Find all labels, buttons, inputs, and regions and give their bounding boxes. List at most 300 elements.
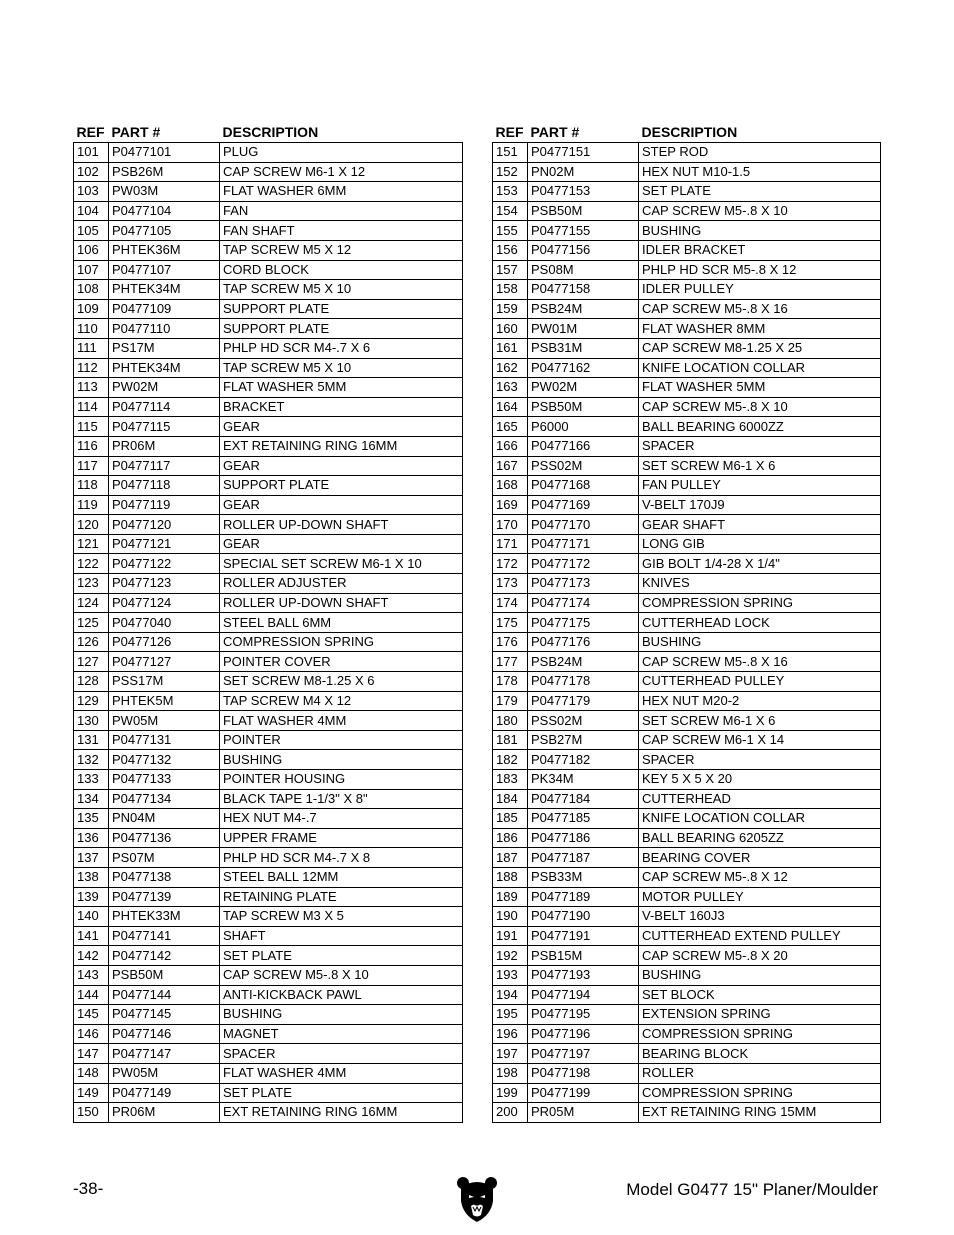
cell-description: EXT RETAINING RING 15MM — [639, 1103, 881, 1123]
table-row — [74, 1044, 463, 1064]
cell-description: SUPPORT PLATE — [220, 319, 463, 339]
header-ref: REF — [76, 124, 105, 140]
cell-description: KNIVES — [639, 574, 881, 594]
cell-part-number: P0477144 — [109, 985, 220, 1005]
cell-part-number: PW03M — [109, 182, 220, 202]
table-row — [493, 828, 881, 848]
table-row — [493, 789, 881, 809]
table-row — [493, 495, 881, 515]
cell-ref: 148 — [74, 1063, 109, 1083]
table-row — [493, 867, 881, 887]
cell-part-number: P0477105 — [109, 221, 220, 241]
cell-part-number: P0477104 — [109, 201, 220, 221]
cell-part-number: P0477166 — [528, 436, 639, 456]
cell-description: TAP SCREW M5 X 10 — [220, 358, 463, 378]
cell-part-number: P0477175 — [528, 613, 639, 633]
cell-description: CAP SCREW M5-.8 X 12 — [639, 867, 881, 887]
cell-description: HEX NUT M4-.7 — [220, 809, 463, 829]
table-row — [493, 476, 881, 496]
cell-description: CUTTERHEAD — [639, 789, 881, 809]
cell-ref: 126 — [74, 632, 109, 652]
cell-ref: 104 — [74, 201, 109, 221]
table-row — [74, 280, 463, 300]
cell-part-number: PSB26M — [109, 162, 220, 182]
table-row — [74, 476, 463, 496]
cell-description: SPECIAL SET SCREW M6-1 X 10 — [220, 554, 463, 574]
cell-part-number: P0477196 — [528, 1024, 639, 1044]
cell-description: BUSHING — [639, 632, 881, 652]
cell-description: IDLER PULLEY — [639, 280, 881, 300]
cell-ref: 162 — [493, 358, 528, 378]
table-row — [74, 378, 463, 398]
cell-description: CAP SCREW M5-.8 X 20 — [639, 946, 881, 966]
cell-ref: 124 — [74, 593, 109, 613]
cell-description: BUSHING — [220, 750, 463, 770]
cell-ref: 191 — [493, 926, 528, 946]
cell-part-number: P0477189 — [528, 887, 639, 907]
cell-description: CAP SCREW M5-.8 X 10 — [639, 397, 881, 417]
cell-part-number: PHTEK36M — [109, 240, 220, 260]
table-row — [493, 280, 881, 300]
table-row — [74, 358, 463, 378]
cell-part-number: P0477110 — [109, 319, 220, 339]
cell-part-number: PR05M — [528, 1103, 639, 1123]
cell-ref: 195 — [493, 1005, 528, 1025]
cell-part-number: P0477199 — [528, 1083, 639, 1103]
table-row — [74, 495, 463, 515]
cell-description: COMPRESSION SPRING — [639, 1083, 881, 1103]
cell-ref: 147 — [74, 1044, 109, 1064]
cell-ref: 101 — [74, 143, 109, 163]
page-number: -38- — [73, 1179, 104, 1198]
table-row — [493, 946, 881, 966]
table-row — [74, 848, 463, 868]
cell-part-number: P0477198 — [528, 1063, 639, 1083]
cell-ref: 160 — [493, 319, 528, 339]
cell-part-number: PHTEK34M — [109, 280, 220, 300]
table-row — [74, 613, 463, 633]
cell-ref: 174 — [493, 593, 528, 613]
cell-part-number: PHTEK33M — [109, 907, 220, 927]
cell-part-number: PSS02M — [528, 711, 639, 731]
cell-ref: 154 — [493, 201, 528, 221]
cell-ref: 197 — [493, 1044, 528, 1064]
table-row — [493, 672, 881, 692]
cell-description: LONG GIB — [639, 534, 881, 554]
table-row — [74, 946, 463, 966]
cell-description: GEAR — [220, 534, 463, 554]
cell-description: ROLLER UP-DOWN SHAFT — [220, 593, 463, 613]
cell-ref: 123 — [74, 574, 109, 594]
cell-description: COMPRESSION SPRING — [220, 632, 463, 652]
table-row — [74, 867, 463, 887]
cell-part-number: P0477197 — [528, 1044, 639, 1064]
cell-ref: 155 — [493, 221, 528, 241]
cell-ref: 152 — [493, 162, 528, 182]
cell-part-number: PK34M — [528, 770, 639, 790]
cell-ref: 106 — [74, 240, 109, 260]
cell-part-number: PW02M — [528, 378, 639, 398]
cell-ref: 119 — [74, 495, 109, 515]
cell-ref: 172 — [493, 554, 528, 574]
cell-description: V-BELT 160J3 — [639, 907, 881, 927]
cell-part-number: P0477182 — [528, 750, 639, 770]
cell-part-number: P0477151 — [528, 143, 639, 163]
cell-ref: 181 — [493, 730, 528, 750]
table-row — [74, 299, 463, 319]
cell-part-number: PHTEK5M — [109, 691, 220, 711]
cell-part-number: P0477136 — [109, 828, 220, 848]
cell-ref: 143 — [74, 965, 109, 985]
cell-description: BEARING BLOCK — [639, 1044, 881, 1064]
cell-ref: 103 — [74, 182, 109, 202]
table-row — [493, 750, 881, 770]
cell-part-number: PSB24M — [528, 652, 639, 672]
table-row — [493, 965, 881, 985]
cell-description: RETAINING PLATE — [220, 887, 463, 907]
cell-ref: 115 — [74, 417, 109, 437]
cell-part-number: P0477123 — [109, 574, 220, 594]
cell-ref: 184 — [493, 789, 528, 809]
cell-description: UPPER FRAME — [220, 828, 463, 848]
cell-description: ROLLER ADJUSTER — [220, 574, 463, 594]
table-row — [493, 848, 881, 868]
cell-part-number: PW02M — [109, 378, 220, 398]
header-description: DESCRIPTION — [641, 124, 738, 140]
cell-part-number: P0477193 — [528, 965, 639, 985]
cell-ref: 182 — [493, 750, 528, 770]
cell-ref: 149 — [74, 1083, 109, 1103]
cell-part-number: P0477133 — [109, 770, 220, 790]
cell-description: EXT RETAINING RING 16MM — [220, 436, 463, 456]
cell-ref: 200 — [493, 1103, 528, 1123]
cell-part-number: P0477101 — [109, 143, 220, 163]
cell-part-number: PS08M — [528, 260, 639, 280]
table-row — [74, 965, 463, 985]
cell-description: BRACKET — [220, 397, 463, 417]
cell-ref: 121 — [74, 534, 109, 554]
table-row — [493, 926, 881, 946]
cell-ref: 137 — [74, 848, 109, 868]
table-row — [493, 378, 881, 398]
cell-part-number: P0477121 — [109, 534, 220, 554]
cell-description: MAGNET — [220, 1024, 463, 1044]
cell-ref: 105 — [74, 221, 109, 241]
cell-description: SPACER — [639, 436, 881, 456]
cell-ref: 178 — [493, 672, 528, 692]
cell-description: FLAT WASHER 4MM — [220, 1063, 463, 1083]
table-row — [493, 397, 881, 417]
table-row — [493, 985, 881, 1005]
table-row — [74, 240, 463, 260]
cell-description: POINTER — [220, 730, 463, 750]
cell-ref: 187 — [493, 848, 528, 868]
cell-ref: 180 — [493, 711, 528, 731]
cell-part-number: P0477139 — [109, 887, 220, 907]
cell-description: STEP ROD — [639, 143, 881, 163]
cell-ref: 189 — [493, 887, 528, 907]
cell-description: PLUG — [220, 143, 463, 163]
cell-ref: 156 — [493, 240, 528, 260]
table-row — [74, 985, 463, 1005]
table-row — [74, 652, 463, 672]
table-row — [74, 338, 463, 358]
cell-ref: 131 — [74, 730, 109, 750]
cell-part-number: P0477178 — [528, 672, 639, 692]
cell-ref: 109 — [74, 299, 109, 319]
cell-description: SET SCREW M6-1 X 6 — [639, 456, 881, 476]
table-row — [493, 143, 881, 163]
cell-part-number: P0477146 — [109, 1024, 220, 1044]
cell-ref: 196 — [493, 1024, 528, 1044]
cell-ref: 145 — [74, 1005, 109, 1025]
cell-part-number: P0477169 — [528, 495, 639, 515]
cell-part-number: P0477142 — [109, 946, 220, 966]
cell-part-number: P0477173 — [528, 574, 639, 594]
cell-ref: 175 — [493, 613, 528, 633]
table-row — [74, 397, 463, 417]
cell-part-number: P0477187 — [528, 848, 639, 868]
table-row — [493, 613, 881, 633]
table-row — [74, 554, 463, 574]
cell-part-number: P0477131 — [109, 730, 220, 750]
cell-ref: 150 — [74, 1103, 109, 1123]
cell-ref: 134 — [74, 789, 109, 809]
table-row — [493, 632, 881, 652]
cell-ref: 142 — [74, 946, 109, 966]
table-row — [74, 515, 463, 535]
table-row — [493, 162, 881, 182]
cell-description: CAP SCREW M5-.8 X 10 — [639, 201, 881, 221]
cell-ref: 188 — [493, 867, 528, 887]
cell-ref: 171 — [493, 534, 528, 554]
table-row — [493, 240, 881, 260]
cell-description: SET PLATE — [639, 182, 881, 202]
cell-part-number: PSS02M — [528, 456, 639, 476]
cell-description: SET SCREW M6-1 X 6 — [639, 711, 881, 731]
table-row — [74, 1005, 463, 1025]
cell-part-number: PS07M — [109, 848, 220, 868]
table-row — [493, 1005, 881, 1025]
cell-ref: 186 — [493, 828, 528, 848]
cell-part-number: P0477185 — [528, 809, 639, 829]
table-row — [74, 750, 463, 770]
cell-part-number: PSB15M — [528, 946, 639, 966]
table-row — [493, 515, 881, 535]
header-ref: REF — [495, 124, 524, 140]
cell-ref: 130 — [74, 711, 109, 731]
cell-part-number: PSB50M — [528, 397, 639, 417]
cell-part-number: PS17M — [109, 338, 220, 358]
cell-ref: 183 — [493, 770, 528, 790]
header-part: PART # — [530, 124, 580, 140]
table-row — [74, 456, 463, 476]
cell-ref: 146 — [74, 1024, 109, 1044]
cell-description: HEX NUT M10-1.5 — [639, 162, 881, 182]
table-row — [493, 456, 881, 476]
cell-ref: 135 — [74, 809, 109, 829]
table-row — [74, 887, 463, 907]
cell-description: CUTTERHEAD EXTEND PULLEY — [639, 926, 881, 946]
cell-description: FAN PULLEY — [639, 476, 881, 496]
cell-part-number: P0477127 — [109, 652, 220, 672]
cell-part-number: P0477174 — [528, 593, 639, 613]
cell-description: GEAR SHAFT — [639, 515, 881, 535]
cell-description: STEEL BALL 12MM — [220, 867, 463, 887]
cell-part-number: P0477147 — [109, 1044, 220, 1064]
cell-part-number: P0477120 — [109, 515, 220, 535]
cell-description: COMPRESSION SPRING — [639, 1024, 881, 1044]
cell-part-number: P0477171 — [528, 534, 639, 554]
cell-part-number: PSS17M — [109, 672, 220, 692]
table-row — [74, 260, 463, 280]
cell-part-number: PW05M — [109, 1063, 220, 1083]
cell-description: GEAR — [220, 417, 463, 437]
cell-description: TAP SCREW M5 X 10 — [220, 280, 463, 300]
cell-ref: 199 — [493, 1083, 528, 1103]
cell-ref: 190 — [493, 907, 528, 927]
cell-description: EXT RETAINING RING 16MM — [220, 1103, 463, 1123]
cell-description: CAP SCREW M5-.8 X 10 — [220, 965, 463, 985]
cell-description: BUSHING — [639, 965, 881, 985]
table-row — [493, 182, 881, 202]
table-row — [74, 162, 463, 182]
cell-ref: 117 — [74, 456, 109, 476]
model-name: Model G0477 15" Planer/Moulder — [626, 1180, 878, 1199]
cell-part-number: P0477184 — [528, 789, 639, 809]
cell-part-number: P0477115 — [109, 417, 220, 437]
table-row — [74, 770, 463, 790]
table-row — [74, 828, 463, 848]
table-row — [74, 1024, 463, 1044]
cell-part-number: P0477107 — [109, 260, 220, 280]
cell-part-number: PHTEK34M — [109, 358, 220, 378]
table-header-row — [74, 122, 463, 143]
cell-description: BUSHING — [220, 1005, 463, 1025]
cell-description: FLAT WASHER 8MM — [639, 319, 881, 339]
cell-part-number: P0477153 — [528, 182, 639, 202]
table-row — [493, 691, 881, 711]
table-row — [493, 417, 881, 437]
table-row — [493, 554, 881, 574]
cell-part-number: PSB50M — [528, 201, 639, 221]
table-row — [493, 436, 881, 456]
cell-ref: 102 — [74, 162, 109, 182]
cell-ref: 110 — [74, 319, 109, 339]
cell-part-number: PN02M — [528, 162, 639, 182]
cell-part-number: P0477141 — [109, 926, 220, 946]
table-row — [74, 182, 463, 202]
table-row — [74, 730, 463, 750]
cell-part-number: P0477162 — [528, 358, 639, 378]
cell-description: CUTTERHEAD LOCK — [639, 613, 881, 633]
cell-ref: 165 — [493, 417, 528, 437]
cell-ref: 157 — [493, 260, 528, 280]
cell-part-number: P0477186 — [528, 828, 639, 848]
cell-part-number: P0477118 — [109, 476, 220, 496]
cell-description: SET SCREW M8-1.25 X 6 — [220, 672, 463, 692]
cell-ref: 185 — [493, 809, 528, 829]
cell-description: SET BLOCK — [639, 985, 881, 1005]
cell-description: SPACER — [639, 750, 881, 770]
cell-part-number: P0477170 — [528, 515, 639, 535]
table-row — [493, 201, 881, 221]
cell-ref: 129 — [74, 691, 109, 711]
cell-description: SET PLATE — [220, 1083, 463, 1103]
cell-ref: 144 — [74, 985, 109, 1005]
cell-description: PHLP HD SCR M4-.7 X 8 — [220, 848, 463, 868]
table-row — [74, 143, 463, 163]
table-row — [74, 534, 463, 554]
table-row — [493, 711, 881, 731]
cell-part-number: PR06M — [109, 1103, 220, 1123]
cell-ref: 168 — [493, 476, 528, 496]
cell-description: CAP SCREW M6-1 X 12 — [220, 162, 463, 182]
cell-ref: 113 — [74, 378, 109, 398]
cell-description: SUPPORT PLATE — [220, 299, 463, 319]
cell-part-number: P0477179 — [528, 691, 639, 711]
table-row — [74, 221, 463, 241]
cell-description: V-BELT 170J9 — [639, 495, 881, 515]
cell-ref: 179 — [493, 691, 528, 711]
cell-description: ROLLER UP-DOWN SHAFT — [220, 515, 463, 535]
cell-part-number: P0477156 — [528, 240, 639, 260]
cell-description: CAP SCREW M5-.8 X 16 — [639, 299, 881, 319]
cell-ref: 141 — [74, 926, 109, 946]
cell-ref: 167 — [493, 456, 528, 476]
cell-description: KEY 5 X 5 X 20 — [639, 770, 881, 790]
table-row — [493, 1024, 881, 1044]
cell-description: COMPRESSION SPRING — [639, 593, 881, 613]
cell-part-number: PSB24M — [528, 299, 639, 319]
table-row — [74, 711, 463, 731]
cell-description: POINTER COVER — [220, 652, 463, 672]
cell-ref: 194 — [493, 985, 528, 1005]
table-row — [74, 574, 463, 594]
cell-ref: 120 — [74, 515, 109, 535]
cell-description: SUPPORT PLATE — [220, 476, 463, 496]
cell-ref: 138 — [74, 867, 109, 887]
table-row — [493, 319, 881, 339]
table-row — [493, 358, 881, 378]
cell-part-number: PW01M — [528, 319, 639, 339]
table-row — [493, 299, 881, 319]
cell-description: ROLLER — [639, 1063, 881, 1083]
cell-description: BALL BEARING 6205ZZ — [639, 828, 881, 848]
cell-part-number: P0477122 — [109, 554, 220, 574]
cell-ref: 159 — [493, 299, 528, 319]
cell-ref: 192 — [493, 946, 528, 966]
cell-description: FLAT WASHER 6MM — [220, 182, 463, 202]
cell-part-number: P0477126 — [109, 632, 220, 652]
cell-description: POINTER HOUSING — [220, 770, 463, 790]
cell-ref: 127 — [74, 652, 109, 672]
cell-part-number: P0477158 — [528, 280, 639, 300]
table-row — [74, 691, 463, 711]
cell-description: KNIFE LOCATION COLLAR — [639, 809, 881, 829]
cell-description: IDLER BRACKET — [639, 240, 881, 260]
cell-part-number: P0477149 — [109, 1083, 220, 1103]
cell-description: BLACK TAPE 1-1/3" X 8" — [220, 789, 463, 809]
cell-ref: 173 — [493, 574, 528, 594]
table-row — [74, 907, 463, 927]
cell-description: PHLP HD SCR M4-.7 X 6 — [220, 338, 463, 358]
cell-description: KNIFE LOCATION COLLAR — [639, 358, 881, 378]
cell-ref: 114 — [74, 397, 109, 417]
cell-description: MOTOR PULLEY — [639, 887, 881, 907]
cell-description: CAP SCREW M5-.8 X 16 — [639, 652, 881, 672]
cell-ref: 118 — [74, 476, 109, 496]
